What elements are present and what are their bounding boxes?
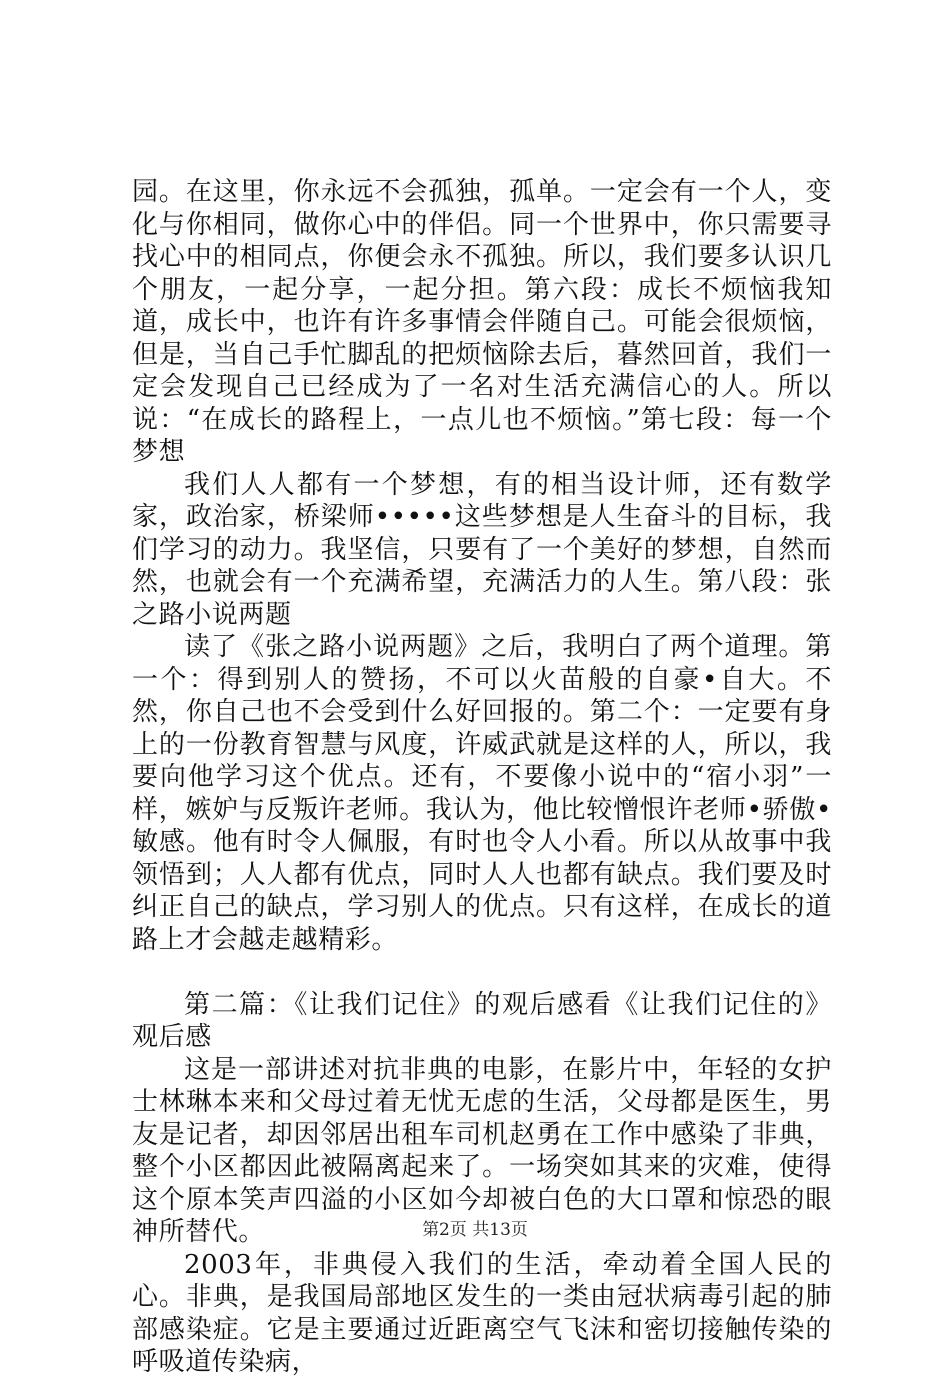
paragraph-5: 这是一部讲述对抗非典的电影，在影片中，年轻的女护士林琳本来和父母过着无忧无虑的生活，父母都是医生，男友是记者，却因邻居出租车司机赵勇在工作中感染了非典，整个小区都因此被隔离起来了。一场突如其来的灾难，使得这个原本笑声四溢的小区如今却被白色的大口罩和惊恐的眼神所替代。 [132,1054,832,1247]
paragraph-1: 园。在这里，你永远不会孤独，孤单。一定会有一个人，变化与你相同，做你心中的伴侣。同一个世界中，你只需要寻找心中的相同点，你便会永不孤独。所以，我们要多认识几个朋友，一起分享，一起分担。第六段：成长不烦恼我知道，成长中，也许有许多事情会伴随自己。可能会很烦恼，但是，当自己手忙脚乱的把烦恼除去后，暮然回首，我们一定会发现自己已经成为了一名对生活充满信心的人。所以说：“在成长的路程上，一点儿也不烦恼。”第七段：每一个梦想 [132,177,832,467]
paragraph-2: 我们人人都有一个梦想，有的相当设计师，还有数学家，政治家，桥梁师•••••这些梦想是人生奋斗的目标，我们学习的动力。我坚信，只要有了一个美好的梦想，自然而然，也就会有一个充满希望，充满活力的人生。第八段：张之路小说两题 [132,469,832,630]
paragraph-6: 2003年，非典侵入我们的生活，牵动着全国人民的心。非典，是我国局部地区发生的一类由冠状病毒引起的肺部感染症。它是主要通过近距离空气飞沫和密切接触传染的呼吸道传染病， [132,1249,832,1377]
paragraph-3: 读了《张之路小说两题》之后，我明白了两个道理。第一个：得到别人的赞扬，不可以火苗般的自豪•自大。不然，你自己也不会受到什么好回报的。第二个：一定要有身上的一份教育智慧与风度，许威武就是这样的人，所以，我要向他学习这个优点。还有，不要像小说中的“宿小羽”一样，嫉妒与反叛许老师。我认为，他比较憎恨许老师•骄傲•敏感。他有时令人佩服，有时也令人小看。所以从故事中我领悟到；人人都有优点，同时人人也都有缺点。我们要及时纠正自己的缺点，学习别人的优点。只有这样，在成长的道路上才会越走越精彩。 [132,632,832,955]
paragraph-spacer [132,956,832,989]
page-number-footer: 第2页 共13页 [422,1220,528,1240]
section-heading: 第二篇：《让我们记住》的观后感看《让我们记住的》观后感 [132,989,832,1052]
document-body [132,176,832,1379]
